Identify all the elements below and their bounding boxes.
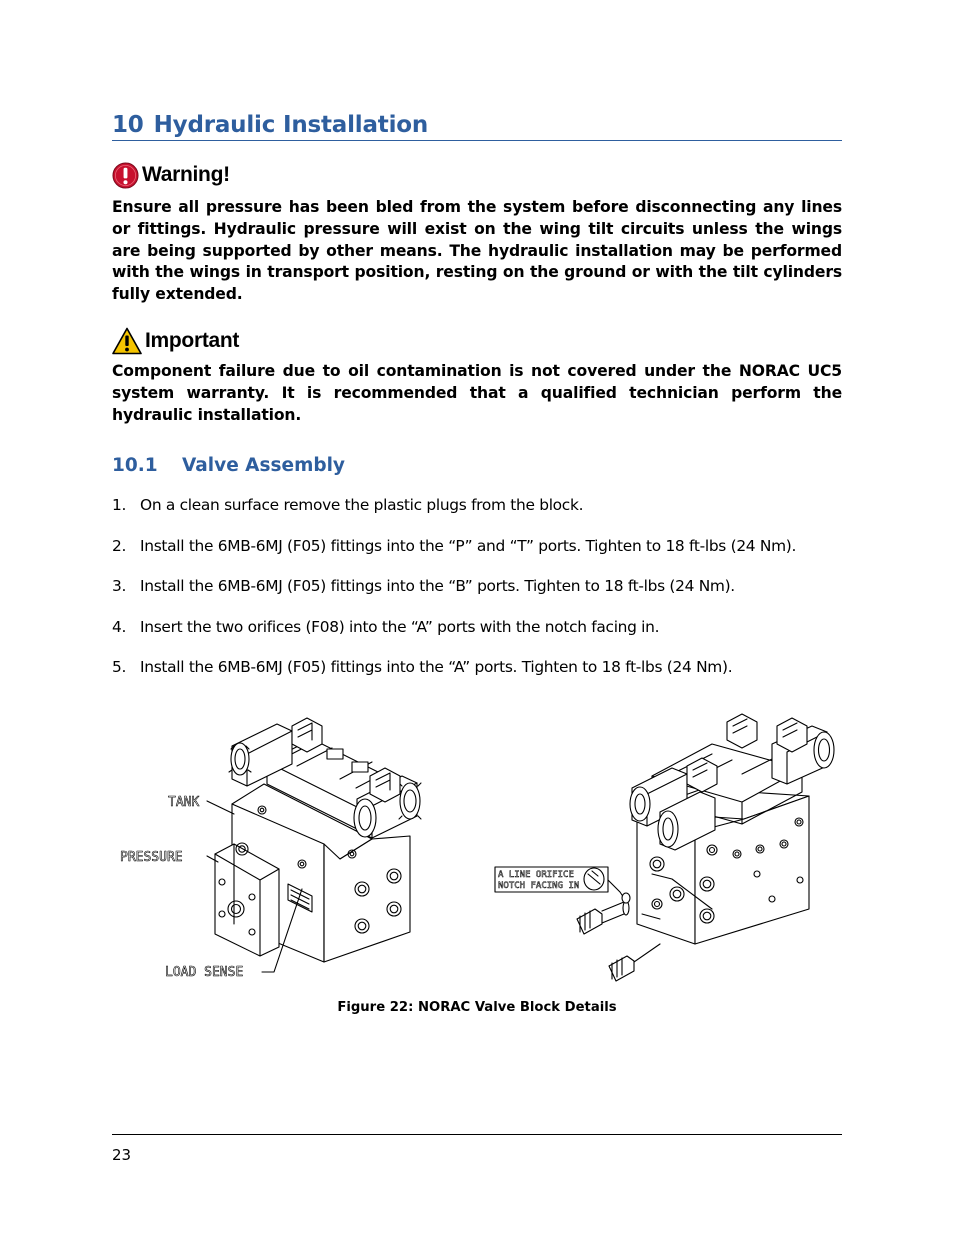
orifice-label-line2: NOTCH FACING IN: [498, 881, 580, 891]
subsection-heading: [112, 455, 345, 476]
list-item: [112, 618, 852, 659]
important-text: Component failure due to oil contamination is not covered under the NORAC UC5 system warranty. It is recommended that a qualified technician perform the hydraulic installation.: [112, 362, 842, 424]
step-text: On a clean surface remove the plastic plugs from the block.: [140, 496, 584, 514]
list-item: [112, 577, 852, 618]
left-valve-block-drawing: [207, 718, 421, 972]
important-title-text: Important: [145, 329, 240, 352]
steps-list: [112, 496, 852, 699]
list-item: [112, 658, 852, 699]
step-text: Insert the two orifices (F08) into the “A” ports with the notch facing in.: [140, 617, 660, 636]
step-number: 2.: [112, 536, 127, 555]
important-title: [112, 326, 239, 356]
pressure-label: PRESSURE: [120, 850, 183, 865]
step-number: 5.: [112, 658, 127, 677]
subsection-number: 10.1: [112, 455, 158, 476]
list-item: [112, 496, 852, 537]
warning-text: Ensure all pressure has been bled from the system before disconnecting any lines or fittings. Hydraulic pressure will exist on the wing tilt circuits unless the wings are being supported by other means. The hydraulic installation may be performed with the wings in transport position, resting on the ground or with the tilt cylinders fully extended.: [112, 198, 842, 304]
valve-block-figure: [112, 704, 842, 994]
step-text: Install the 6MB-6MJ (F05) fittings into the “P” and “T” ports. Tighten to 18 ft-lbs (24 Nm).: [140, 536, 797, 555]
section-title: Hydraulic Installation: [153, 112, 429, 138]
orifice-callout: [495, 867, 624, 898]
warning-title: [112, 160, 230, 190]
section-number: 10: [112, 112, 144, 138]
subsection-title: Valve Assembly: [182, 455, 345, 476]
step-text: Install the 6MB-6MJ (F05) fittings into the “A” ports. Tighten to 18 ft-lbs (24 Nm).: [140, 658, 733, 677]
warning-title-text: Warning!: [142, 163, 230, 186]
section-heading: [112, 112, 842, 141]
load-sense-label: LOAD SENSE: [165, 965, 244, 980]
orifice-label-line1: A LINE ORIFICE: [498, 870, 574, 880]
warning-icon: [112, 162, 139, 189]
caution-triangle-icon: [112, 327, 142, 355]
list-item: [112, 537, 852, 578]
step-number: 4.: [112, 617, 127, 636]
right-valve-block-drawing: [577, 714, 834, 981]
step-text: Install the 6MB-6MJ (F05) fittings into the “B” ports. Tighten to 18 ft-lbs (24 Nm).: [140, 577, 735, 596]
step-number: 1.: [112, 496, 127, 514]
tank-label: TANK: [168, 795, 200, 810]
step-number: 3.: [112, 577, 127, 596]
page-number: 23: [112, 1146, 132, 1164]
footer-divider: [112, 1134, 842, 1135]
figure-caption: Figure 22: NORAC Valve Block Details: [337, 1000, 617, 1015]
